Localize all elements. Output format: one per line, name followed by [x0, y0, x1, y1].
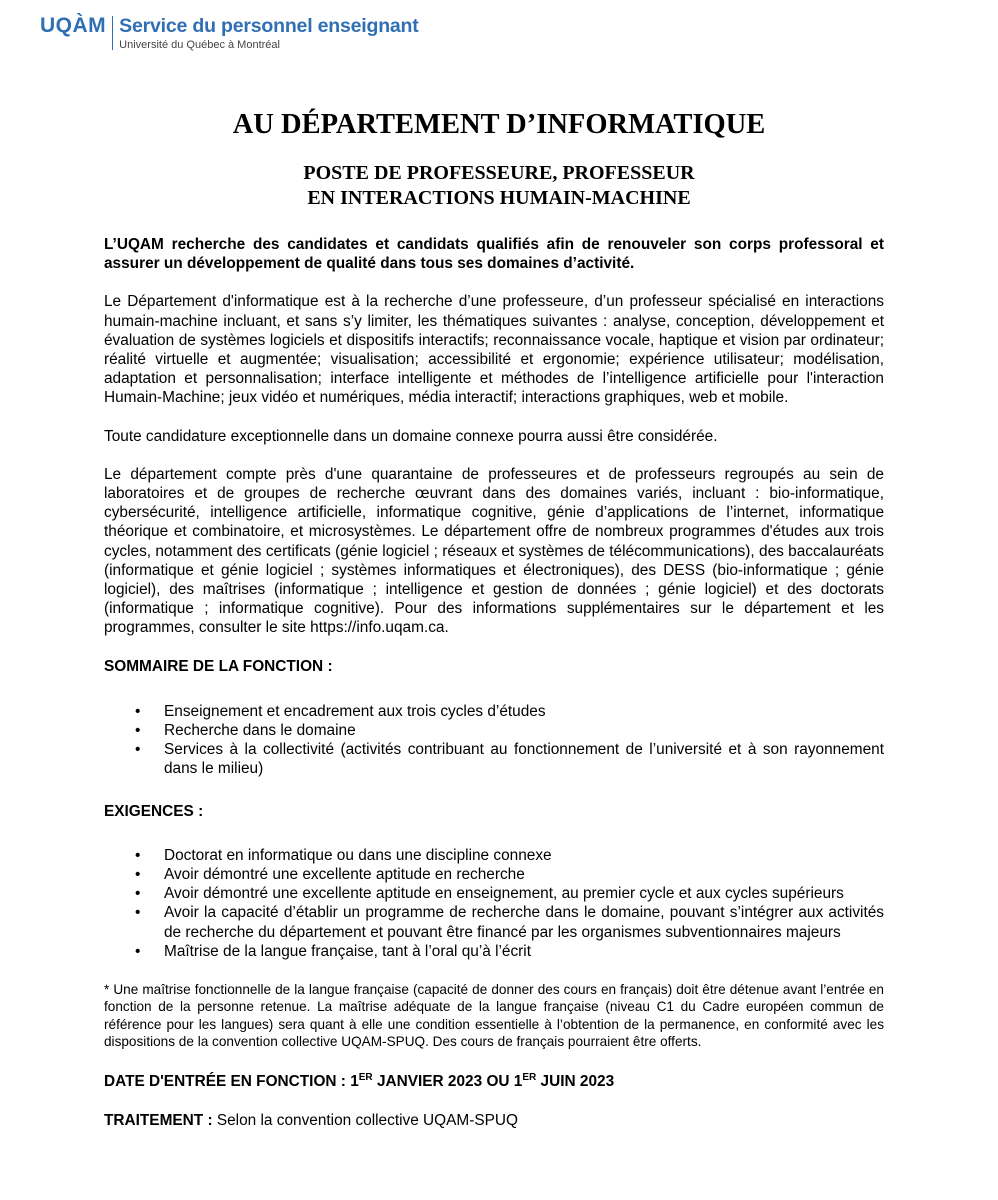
service-block [119, 14, 418, 52]
university-name: Université du Québec à Montréal [119, 39, 280, 51]
sommaire-heading: SOMMAIRE DE LA FONCTION : [104, 657, 333, 675]
sommaire-list [104, 702, 884, 779]
position-title-line: POSTE DE PROFESSEURE, PROFESSEUR [303, 162, 695, 184]
salary-value: Selon la convention collective UQAM-SPUQ [212, 1112, 518, 1130]
list-item: • Recherche dans le domaine [104, 721, 884, 740]
page-title: AU DÉPARTEMENT D’INFORMATIQUE [232, 109, 766, 140]
salary-label: TRAITEMENT : [104, 1112, 213, 1130]
logo-divider [112, 16, 113, 50]
service-title: Service du personnel enseignant [119, 15, 419, 37]
list-item: • Avoir démontré une excellente aptitude en enseignement, au premier cycle et aux cycles supérieurs [104, 884, 884, 903]
list-item: • Maîtrise de la langue française, tant à l’oral qu’à l’écrit [104, 942, 884, 961]
language-note: * Une maîtrise fonctionnelle de la langue française (capacité de donner des cours en français) doit être détenue avant l’entrée en fonction de la personne retenue. La maîtrise adéquate de la langue française (niveau C1 du Cadre européen commun de référence pour les langues) sera quant à elle une condition essentielle à l’obtention de la permanence, en conformité avec les dispositions de la convention collective UQAM-SPUQ. Des cours de français pourraient être offerts. [104, 982, 884, 1049]
list-item: • Avoir démontré une excellente aptitude en recherche [104, 865, 884, 884]
header [40, 14, 419, 52]
intro-paragraph: L’UQAM recherche des candidates et candidats qualifiés afin de renouveler son corps professoral et assurer un développement de qualité dans tous ses domaines d’activité. [104, 236, 884, 273]
list-item: • Doctorat en informatique ou dans une discipline connexe [104, 846, 884, 865]
list-item: • Avoir la capacité d’établir un programme de recherche dans le domaine, pouvant s’intégrer aux activités de recherche du département et pouvant être financé par les organismes subventionnaires majeurs [104, 903, 884, 941]
position-title [0, 161, 998, 211]
paragraph-research-areas: Le Département d'informatique est à la recherche d’une professeure, d’un professeur spécialisé en interactions humain-machine incluant, et sans s’y limiter, les thématiques suivantes : analyse, conception, développement et évaluation de systèmes logiciels et dispositifs interactifs; reconnaissance vocale, haptique et vision par ordinateur; réalité virtuelle et augmentée; visualisation; accessibilité et ergonomie; expérience utilisateur; modélisation, adaptation et personnalisation; interface intelligente et méthodes de l’intelligence artificielle pour l'interaction Humain-Machine; jeux vidéo et numériques, média interactif; interactions graphiques, web et mobile. [104, 293, 884, 407]
exigences-list [104, 846, 884, 961]
position-title-line: EN INTERACTIONS HUMAIN-MACHINE [307, 187, 691, 209]
exigences-heading: EXIGENCES : [104, 802, 204, 820]
paragraph-department: Le département compte près d'une quarantaine de professeures et de professeurs regroupés au sein de laboratoires et de groupes de recherche œuvrant dans des domaines variés, incluant : bio-informatique, cybersécurité, intelligence artificielle, informatique cognitive, génie d’applications de l’internet, informatique théorique et combinatoire, et microsystèmes. Le département offre de nombreux programmes d'études aux trois cycles, notamment des certificats (génie logiciel ; réseaux et systèmes de télécommunications), des baccalauréats (informatique et génie logiciel ; systèmes informatiques et électroniques), des DESS (bio-informatique ; génie logiciel), des maîtrises (informatique ; intelligence et gestion de données ; génie logiciel) et des doctorats (informatique ; informatique cognitive). Pour des informations supplémentaires sur le département et les programmes, consulter le site https://info.uqam.ca. [104, 465, 884, 637]
list-item: • Services à la collectivité (activités contribuant au fonctionnement de l’université et à son rayonnement dans le milieu) [104, 740, 884, 778]
uqam-logo: UQÀM [40, 14, 107, 37]
salary [104, 1111, 884, 1130]
start-date: DATE D'ENTRÉE EN FONCTION : 1ER JANVIER 2023 OU 1ER JUIN 2023 [104, 1072, 615, 1091]
paragraph-connexe: Toute candidature exceptionnelle dans un domaine connexe pourra aussi être considérée. [104, 427, 718, 445]
list-item: • Enseignement et encadrement aux trois cycles d’études [104, 702, 884, 721]
document-body [104, 235, 884, 1131]
